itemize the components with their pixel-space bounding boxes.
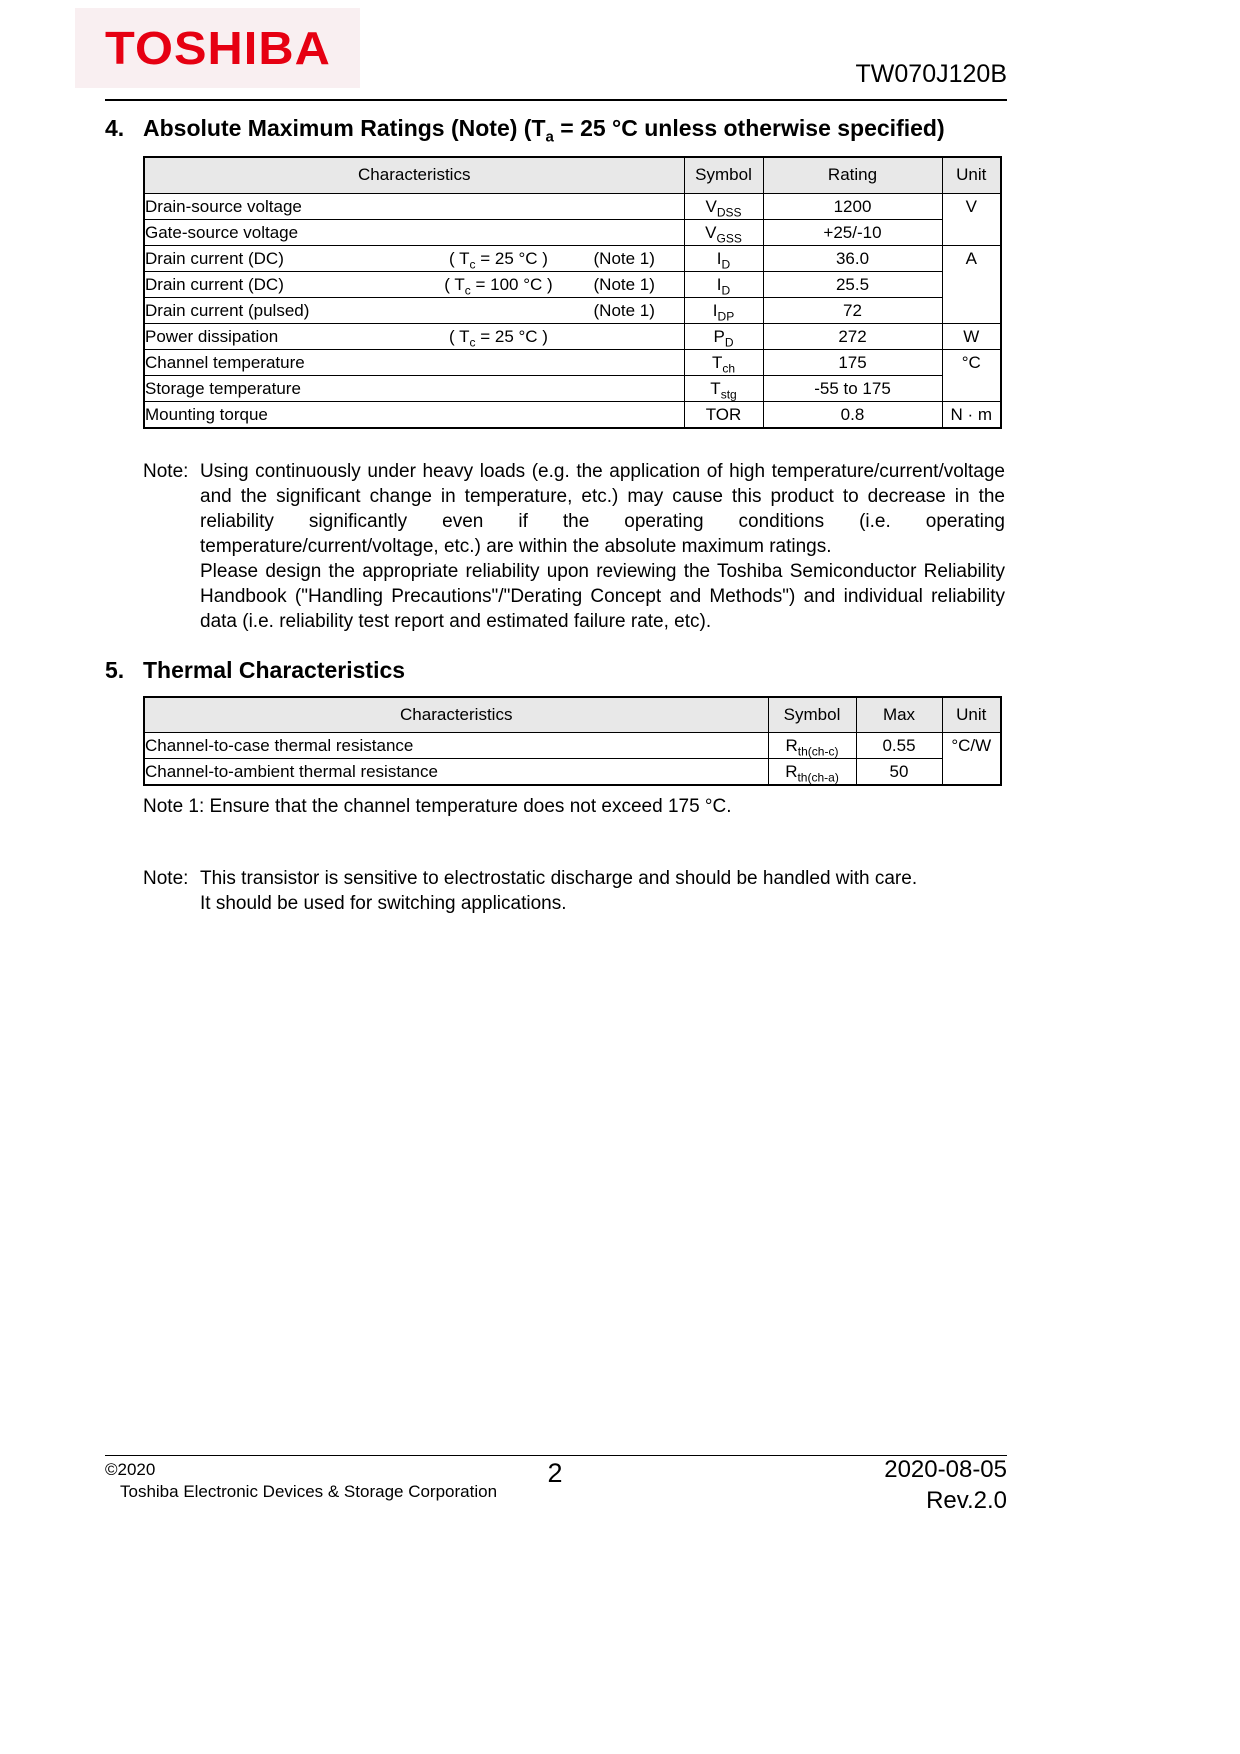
condition-text [404,324,594,349]
subscript: ch [722,360,736,375]
unit-cell: W [942,323,1001,349]
section-4-title-pre: Absolute Maximum Ratings (Note) (T [143,115,546,141]
table-row [144,759,1001,786]
note-line: It should be used for switching applications. [200,893,567,914]
symbol-cell [684,245,763,271]
table-row [144,349,1001,375]
note-1-line: Note 1: Ensure that the channel temperature does not exceed 175 °C. [143,796,732,817]
characteristic-cell [144,297,684,323]
part-number: TW070J120B [855,60,1007,88]
symbol-text: I [716,274,722,294]
footer-date: 2020-08-05 [884,1456,1007,1483]
rating-cell: 36.0 [763,245,942,271]
condition-pre: ( T [449,248,470,268]
table-row [144,193,1001,219]
symbol-cell [684,297,763,323]
rating-cell: 25.5 [763,271,942,297]
rating-cell: 272 [763,323,942,349]
table-row [144,733,1001,759]
subscript: GSS [716,230,742,245]
footer-copyright: ©2020 [105,1460,156,1479]
symbol-cell [684,271,763,297]
footer-company: Toshiba Electronic Devices & Storage Corporation [120,1482,498,1501]
condition-text [404,272,594,297]
unit-cell: A [942,245,1001,323]
section-4-title-post: = 25 °C unless otherwise specified) [553,115,945,141]
absolute-maximum-ratings-table [143,156,1002,429]
subscript: c [469,256,476,271]
max-cell: 0.55 [856,733,942,759]
characteristic-name: Drain-source voltage [145,196,302,216]
rating-cell: 175 [763,349,942,375]
footer-rule [105,1455,1007,1456]
characteristic-cell [144,375,684,401]
footer-revision: Rev.2.0 [926,1487,1007,1514]
rating-cell: +25/-10 [763,219,942,245]
col-header-characteristics: Characteristics [144,157,684,193]
page-number: 2 [547,1458,563,1488]
symbol-text: T [710,378,721,398]
symbol-cell [684,193,763,219]
symbol-cell [684,323,763,349]
section-5-number: 5. [105,656,125,683]
characteristic-cell [144,401,684,428]
characteristic-name: Gate-source voltage [145,222,299,242]
note-label: Note: [143,460,189,482]
col-header-unit: Unit [942,697,1001,733]
max-cell: 50 [856,759,942,786]
symbol-cell [684,401,763,428]
symbol-text: R [785,736,798,755]
subscript: th(ch-a) [797,770,839,785]
characteristic-name: Mounting torque [145,404,268,424]
unit-cell: N · m [942,401,1001,428]
condition-pre: ( T [449,326,470,346]
page-content [105,0,1005,916]
characteristic-cell: Channel-to-case thermal resistance [144,733,768,759]
subscript: c [464,282,471,297]
symbol-cell [684,219,763,245]
condition-pre: ( T [444,274,465,294]
note-ref: (Note 1) [593,248,655,268]
characteristic-cell [144,323,684,349]
symbol-text: I [712,300,718,320]
table-row [144,297,1001,323]
subscript: c [469,334,476,349]
unit-cell: V [942,193,1001,245]
symbol-text: V [705,196,717,216]
rating-cell: 72 [763,297,942,323]
subscript: D [721,282,731,297]
characteristic-cell: Channel-to-ambient thermal resistance [144,759,768,786]
table-row [144,219,1001,245]
characteristic-cell [144,271,684,297]
note-block [143,866,1005,916]
table-header-row [144,697,1001,733]
symbol-cell [684,375,763,401]
subscript: th(ch-c) [797,744,839,759]
toshiba-logo-text: TOSHIBA [105,22,331,74]
unit-cell: °C [942,349,1001,401]
col-header-rating: Rating [763,157,942,193]
characteristic-name: Drain current (DC) [145,248,284,268]
table-row [144,245,1001,271]
thermal-characteristics-table [143,696,1002,787]
symbol-text: P [713,326,725,346]
symbol-text: I [716,248,722,268]
col-header-characteristics: Characteristics [144,697,768,733]
rating-cell: 0.8 [763,401,942,428]
note-ref: (Note 1) [593,300,655,320]
unit-cell: °C/W [942,733,1001,786]
note-ref: (Note 1) [593,274,655,294]
section-4-title [143,114,945,146]
characteristic-cell [144,219,684,245]
condition-post: = 25 °C ) [475,326,548,346]
section-4-heading [105,114,1005,146]
rating-cell: -55 to 175 [763,375,942,401]
characteristic-name: Drain current (pulsed) [145,300,310,320]
symbol-text: T [711,352,723,372]
col-header-max: Max [856,697,942,733]
col-header-symbol: Symbol [768,697,856,733]
condition-post: = 100 °C ) [470,274,553,294]
characteristic-name: Power dissipation [145,326,279,346]
table-row [144,401,1001,428]
col-header-symbol: Symbol [684,157,763,193]
subscript: D [721,256,731,271]
symbol-text: V [705,222,717,242]
characteristic-cell [144,349,684,375]
col-header-unit: Unit [942,157,1001,193]
note-label: Note: [143,868,189,889]
symbol-text: TOR [705,404,742,424]
table-row [144,323,1001,349]
subscript: DP [717,308,735,323]
note-block [143,459,1005,634]
subscript: stg [720,386,737,401]
symbol-cell [768,733,856,759]
characteristic-name: Drain current (DC) [145,274,284,294]
condition-post: = 25 °C ) [475,248,548,268]
section-5-title: Thermal Characteristics [143,656,406,683]
symbol-cell [768,759,856,786]
condition-text [404,246,594,271]
subscript: D [724,334,734,349]
note-line: This transistor is sensitive to electrostatic discharge and should be handled with care. [200,868,918,889]
symbol-text: R [785,762,798,781]
characteristic-cell [144,193,684,219]
subscript: DSS [716,204,742,219]
rating-cell: 1200 [763,193,942,219]
characteristic-cell [144,245,684,271]
table-header-row [144,157,1001,193]
characteristic-name: Channel temperature [145,352,305,372]
note-text [200,866,1005,916]
note-paragraph: Using continuously under heavy loads (e.g. the application of high temperature/current/voltage and the significant change in temperature, etc.) may cause this product to decrease in the reliability significantly even if the operating conditions (i.e. operating temperature/current/voltage, etc.) are within the absolute maximum ratings. [200,460,1005,557]
table-row [144,271,1001,297]
symbol-cell [684,349,763,375]
note-text [200,459,1005,634]
section-5-heading [105,656,1005,684]
characteristic-name: Storage temperature [145,378,301,398]
subscript: a [545,128,554,146]
table-row [144,375,1001,401]
section-4-number: 4. [105,115,125,141]
note-paragraph: Please design the appropriate reliability upon reviewing the Toshiba Semiconductor Reliability Handbook ("Handling Precautions"/"Derating Concept and Methods") and individual reliability data (i.e. reliability test report and estimated failure rate, etc). [200,560,1005,632]
